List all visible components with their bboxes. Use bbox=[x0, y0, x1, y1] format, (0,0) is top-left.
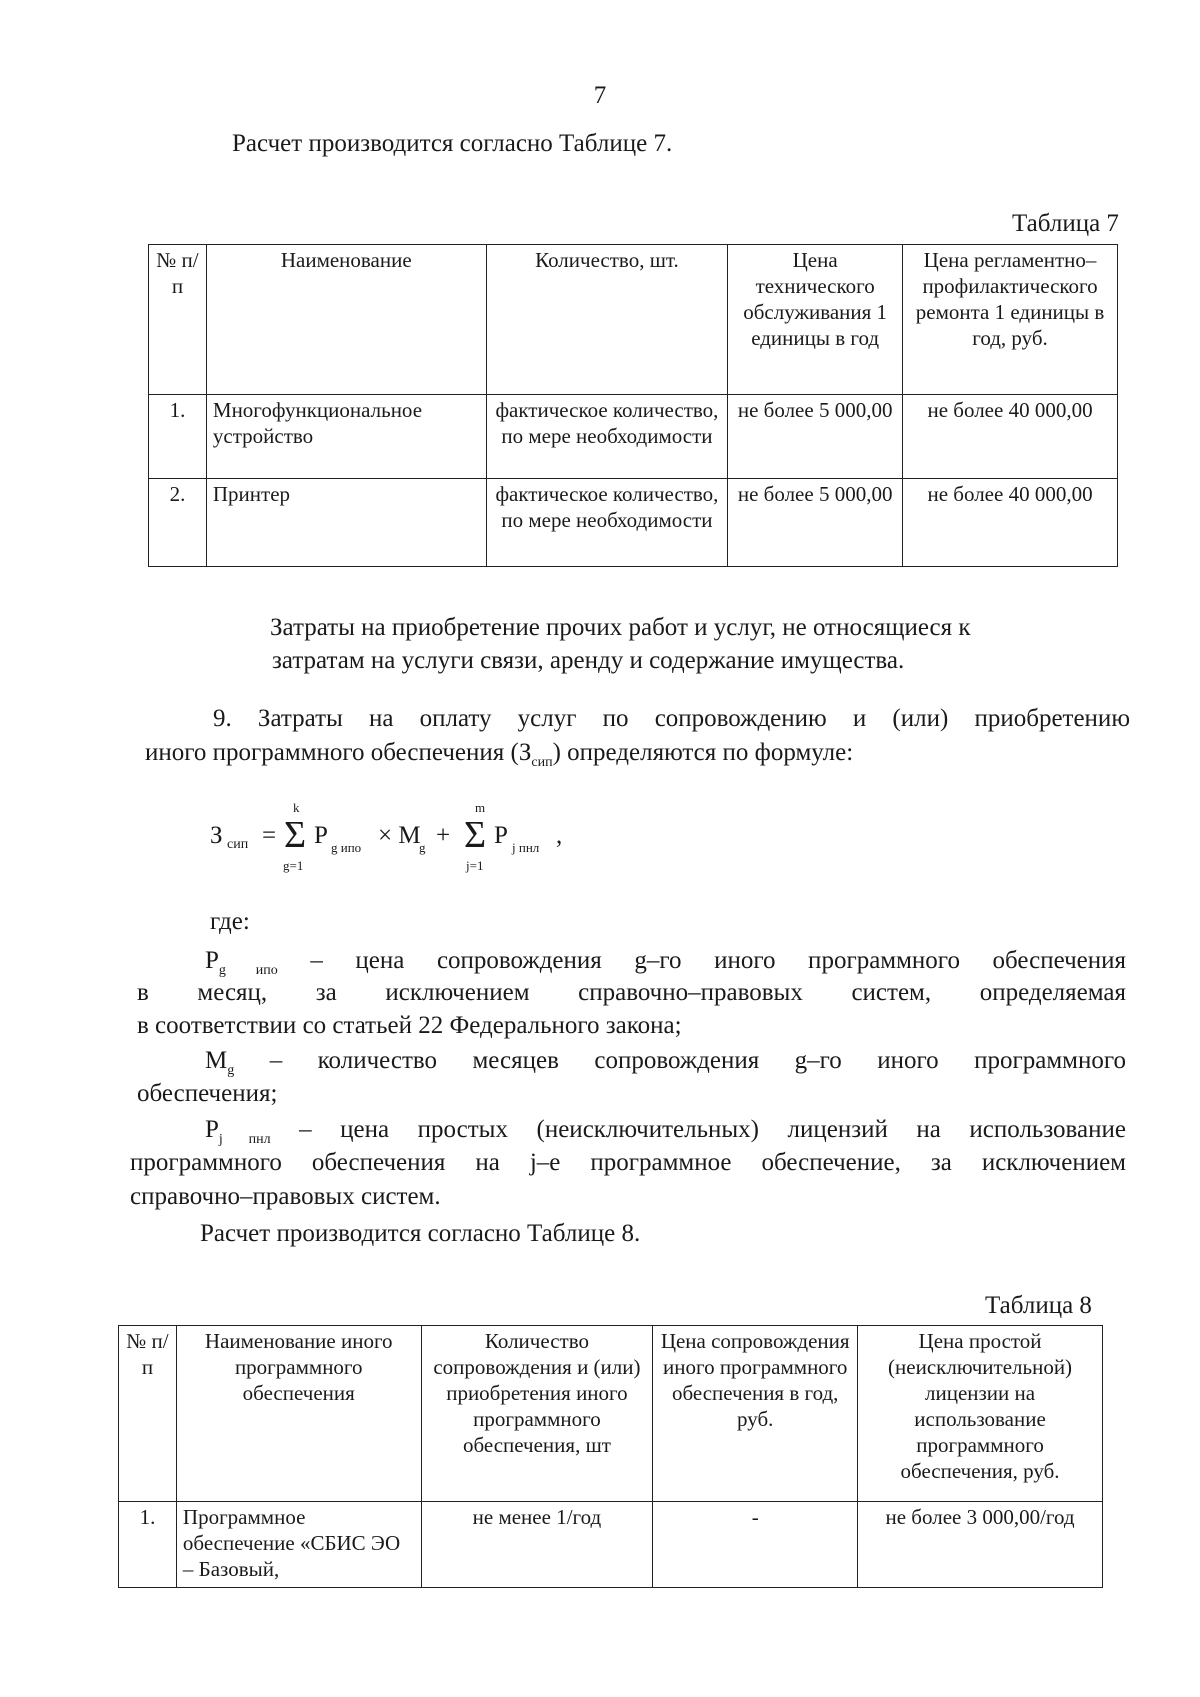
def3-symbol: P bbox=[205, 1116, 219, 1143]
para9-line2-b: ) определяются по формуле: bbox=[552, 739, 854, 766]
table7-intro: Расчет производится согласно Таблице 7. bbox=[232, 130, 673, 157]
def3-symbol-sub: j пнл bbox=[218, 1132, 271, 1147]
def3-line3: справочно–правовых систем. bbox=[130, 1183, 441, 1210]
formula-p1: P bbox=[314, 822, 328, 849]
def2-symbol-sub: g bbox=[227, 1063, 235, 1078]
def3-line2: программного обеспечения на j–е программное обеспечение, за исключением bbox=[130, 1149, 1126, 1176]
table8-cell-support-price: - bbox=[653, 1502, 858, 1588]
page-number: 7 bbox=[593, 82, 607, 109]
table7-cell-qty: фактическое количество, по мере необходимости bbox=[486, 479, 728, 567]
para9-line2-sub: сип bbox=[531, 755, 553, 770]
table8-header-license-price: Цена простой (неисключительной) лицензии на использование программного обеспечения, руб. bbox=[858, 1326, 1103, 1502]
formula-eq: = bbox=[262, 822, 277, 849]
table7-cell-name: Многофункциональное устройство bbox=[206, 395, 486, 479]
def2-symbol: M bbox=[205, 1047, 228, 1074]
formula-sum2-top: m bbox=[475, 800, 486, 815]
table7-cell-service-price: не более 5 000,00 bbox=[728, 479, 903, 567]
def2-line2: обеспечения; bbox=[137, 1080, 278, 1107]
table-row bbox=[149, 395, 1118, 479]
table8-cell-name: Программное обеспечение «СБИС ЭО – Базовый, bbox=[176, 1502, 421, 1588]
formula-sum1-top: k bbox=[293, 800, 300, 815]
where-label: где: bbox=[210, 908, 250, 935]
formula-lhs: З bbox=[210, 822, 223, 849]
table8-cell-license-price: не более 3 000,00/год bbox=[858, 1502, 1103, 1588]
def2-line1 bbox=[205, 1046, 1126, 1086]
def1-text: – цена сопровождения g–го иного программного обеспечения bbox=[310, 947, 1127, 974]
table8-header-name: Наименование иного программного обеспечения bbox=[176, 1326, 421, 1502]
formula bbox=[210, 800, 570, 880]
formula-times-m: × M bbox=[378, 822, 421, 849]
table8-header-qty: Количество сопровождения и (или) приобретения иного программного обеспечения, шт bbox=[421, 1326, 653, 1502]
table7 bbox=[148, 244, 1118, 567]
table8 bbox=[118, 1325, 1103, 1588]
table7-header-num: № п/п bbox=[149, 245, 207, 395]
table7-cell-num: 1. bbox=[149, 395, 207, 479]
table-row bbox=[119, 1502, 1103, 1588]
table8-cell-qty: не менее 1/год bbox=[421, 1502, 653, 1588]
formula-sum2-sigma: Σ bbox=[464, 814, 487, 856]
table8-cell-num: 1. bbox=[119, 1502, 177, 1588]
para9-line1: 9. Затраты на оплату услуг по сопровождению и (или) приобретению bbox=[213, 705, 1130, 732]
def3-text: – цена простых (неисключительных) лицензий на использование bbox=[299, 1116, 1126, 1143]
table7-cell-service-price: не более 5 000,00 bbox=[728, 395, 903, 479]
table8-header-num: № п/п bbox=[119, 1326, 177, 1502]
def1-line3: в соответствии со статьей 22 Федерального закона; bbox=[137, 1012, 682, 1039]
para9-line2 bbox=[145, 737, 853, 778]
def2-text: – количество месяцев сопровождения g–го иного программного bbox=[269, 1047, 1126, 1074]
section-title-line2: затратам на услуги связи, аренду и содержание имущества. bbox=[272, 647, 905, 674]
table8-header-support-price: Цена сопровождения иного программного обеспечения в год, руб. bbox=[653, 1326, 858, 1502]
table8-intro: Расчет производится согласно Таблице 8. bbox=[200, 1220, 641, 1247]
formula-plus: + bbox=[436, 822, 451, 849]
table7-cell-repair-price: не более 40 000,00 bbox=[903, 479, 1118, 567]
table7-header-qty: Количество, шт. bbox=[486, 245, 728, 395]
para9-line2-a: иного программного обеспечения (З bbox=[145, 739, 532, 766]
table8-header-row bbox=[119, 1326, 1103, 1502]
table7-caption: Таблица 7 bbox=[1012, 210, 1119, 237]
table7-header-name: Наименование bbox=[206, 245, 486, 395]
table-row bbox=[149, 479, 1118, 567]
def1-line2: в месяц, за исключением справочно–правовых систем, определяемая bbox=[137, 979, 1126, 1006]
formula-p2: P bbox=[494, 822, 508, 849]
table7-header-row bbox=[149, 245, 1118, 395]
formula-sum1-sigma: Σ bbox=[284, 814, 307, 856]
formula-sum1-bottom: g=1 bbox=[283, 858, 304, 873]
formula-p1-sub: g ипо bbox=[331, 840, 362, 855]
def1-symbol: P bbox=[205, 947, 219, 974]
section-title-line1: Затраты на приобретение прочих работ и услуг, не относящиеся к bbox=[270, 614, 971, 641]
formula-m-sub: g bbox=[419, 840, 426, 855]
table8-caption: Таблица 8 bbox=[985, 1292, 1092, 1319]
table7-cell-num: 2. bbox=[149, 479, 207, 567]
table7-header-service-price: Цена технического обслуживания 1 единицы в год bbox=[728, 245, 903, 395]
formula-p2-sub: j пнл bbox=[512, 840, 540, 855]
table7-cell-qty: фактическое количество, по мере необходимости bbox=[486, 395, 728, 479]
formula-end: , bbox=[556, 822, 563, 849]
table7-cell-repair-price: не более 40 000,00 bbox=[903, 395, 1118, 479]
formula-lhs-sub: сип bbox=[227, 837, 249, 852]
table7-header-repair-price: Цена регламентно–профилактического ремонта 1 единицы в год, руб. bbox=[903, 245, 1118, 395]
formula-sum2-bottom: j=1 bbox=[466, 858, 484, 873]
table7-cell-name: Принтер bbox=[206, 479, 486, 567]
def1-symbol-sub: g ипо bbox=[218, 963, 278, 978]
